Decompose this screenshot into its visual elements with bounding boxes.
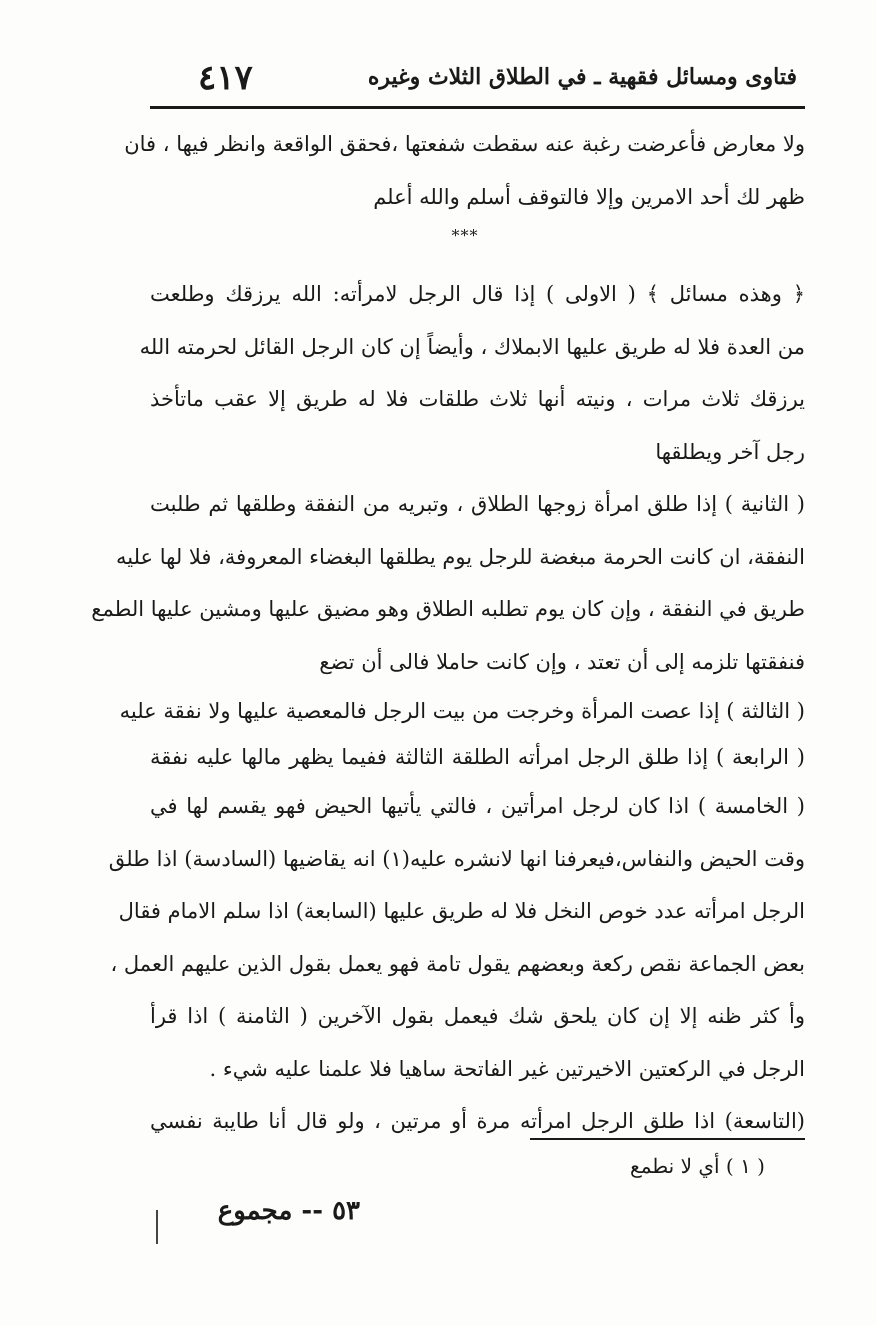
text-line: ( الثالثة ) إذا عصت المرأة وخرجت من بيت الرجل فالمعصية عليها ولا نفقة عليه [119,699,805,723]
text-line: الرجل في الركعتين الاخيرتين غير الفاتحة ساهيا فلا علمنا عليه شيء . [209,1056,805,1081]
text-line: ولا معارض فأعرضت رغبة عنه سقطت شفعتها ،فحقق الواقعة وانظر فيها ، فان [124,132,805,156]
footnote: ( ١ ) أي لا نطمع [630,1154,765,1178]
running-title: فتاوى ومسائل فقهية ـ في الطلاق الثلاث وغيره [367,64,797,90]
page-number: ٤١٧ [198,58,253,98]
text-line: من العدة فلا له طريق عليها الابملاك ، وأيضاً إن كان الرجل القائل لحرمته الله [139,334,805,359]
text-line: النفقة، ان كانت الحرمة مبغضة للرجل يوم يطلقها البغضاء المعروفة، فلا لها عليه [115,544,805,569]
text-line: رجل آخر ويطلقها [655,439,805,464]
text-line: فنفقتها تلزمه إلى أن تعتد ، وإن كانت حاملا فالى أن تضع [319,649,805,674]
signature-mark: ٥٣ -- مجموع [217,1196,360,1226]
text-line: ( الخامسة ) اذا كان لرجل امرأتين ، فالتي يأتيها الحيض فهو يقسم لها في [150,794,805,818]
text-line: وأ كثر ظنه إلا إن كان يلحق شك فيعمل بقول الآخرين ( الثامنة ) اذا قرأ [150,1004,805,1028]
text-line: (التاسعة) اذا طلق الرجل امرأته مرة أو مرتين ، ولو قال أنا طايبة نفسي [150,1109,805,1133]
text-line: ﴿ وهذه مسائل ﴾ ( الاولى ) إذا قال الرجل لامرأته: الله يرزقك وطلعت [150,282,805,306]
text-line: بعض الجماعة نقص ركعة وبعضهم يقول تامة فهو يعمل بقول الذين عليهم العمل ، [110,951,805,976]
text-line: طريق في النفقة ، وإن كان يوم تطلبه الطلاق وهو مضيق عليها ومشين عليها الطمع [91,597,805,621]
footnote-rule [530,1138,805,1140]
text-line: ( الرابعة ) إذا طلق الرجل امرأته الطلقة الثالثة ففيما يظهر مالها عليه نفقة [150,745,805,769]
header-rule [150,106,805,109]
intro-paragraph [124,118,805,223]
section-separator: *** [451,226,479,245]
page-header [150,58,805,106]
rulings-text [91,268,805,1148]
text-line: وقت الحيض والنفاس،فيعرفنا انها لانشره عليه(١) انه يقاضيها (السادسة) اذا طلق [108,846,805,871]
text-line: الرجل امرأته عدد خوص النخل فلا له طريق عليها (السابعة) اذا سلم الامام فقال [118,899,805,923]
text-line: ( الثانية ) إذا طلق امرأة زوجها الطلاق ، وتبريه من النفقة وطلقها ثم طلبت [150,492,805,516]
text-line: ظهر لك أحد الامرين وإلا فالتوقف أسلم والله أعلم [373,184,805,209]
margin-mark [156,1210,158,1244]
text-line: يرزقك ثلاث مرات ، ونيته أنها ثلاث طلقات فلا له طريق إلا عقب ماتأخذ [150,387,805,411]
